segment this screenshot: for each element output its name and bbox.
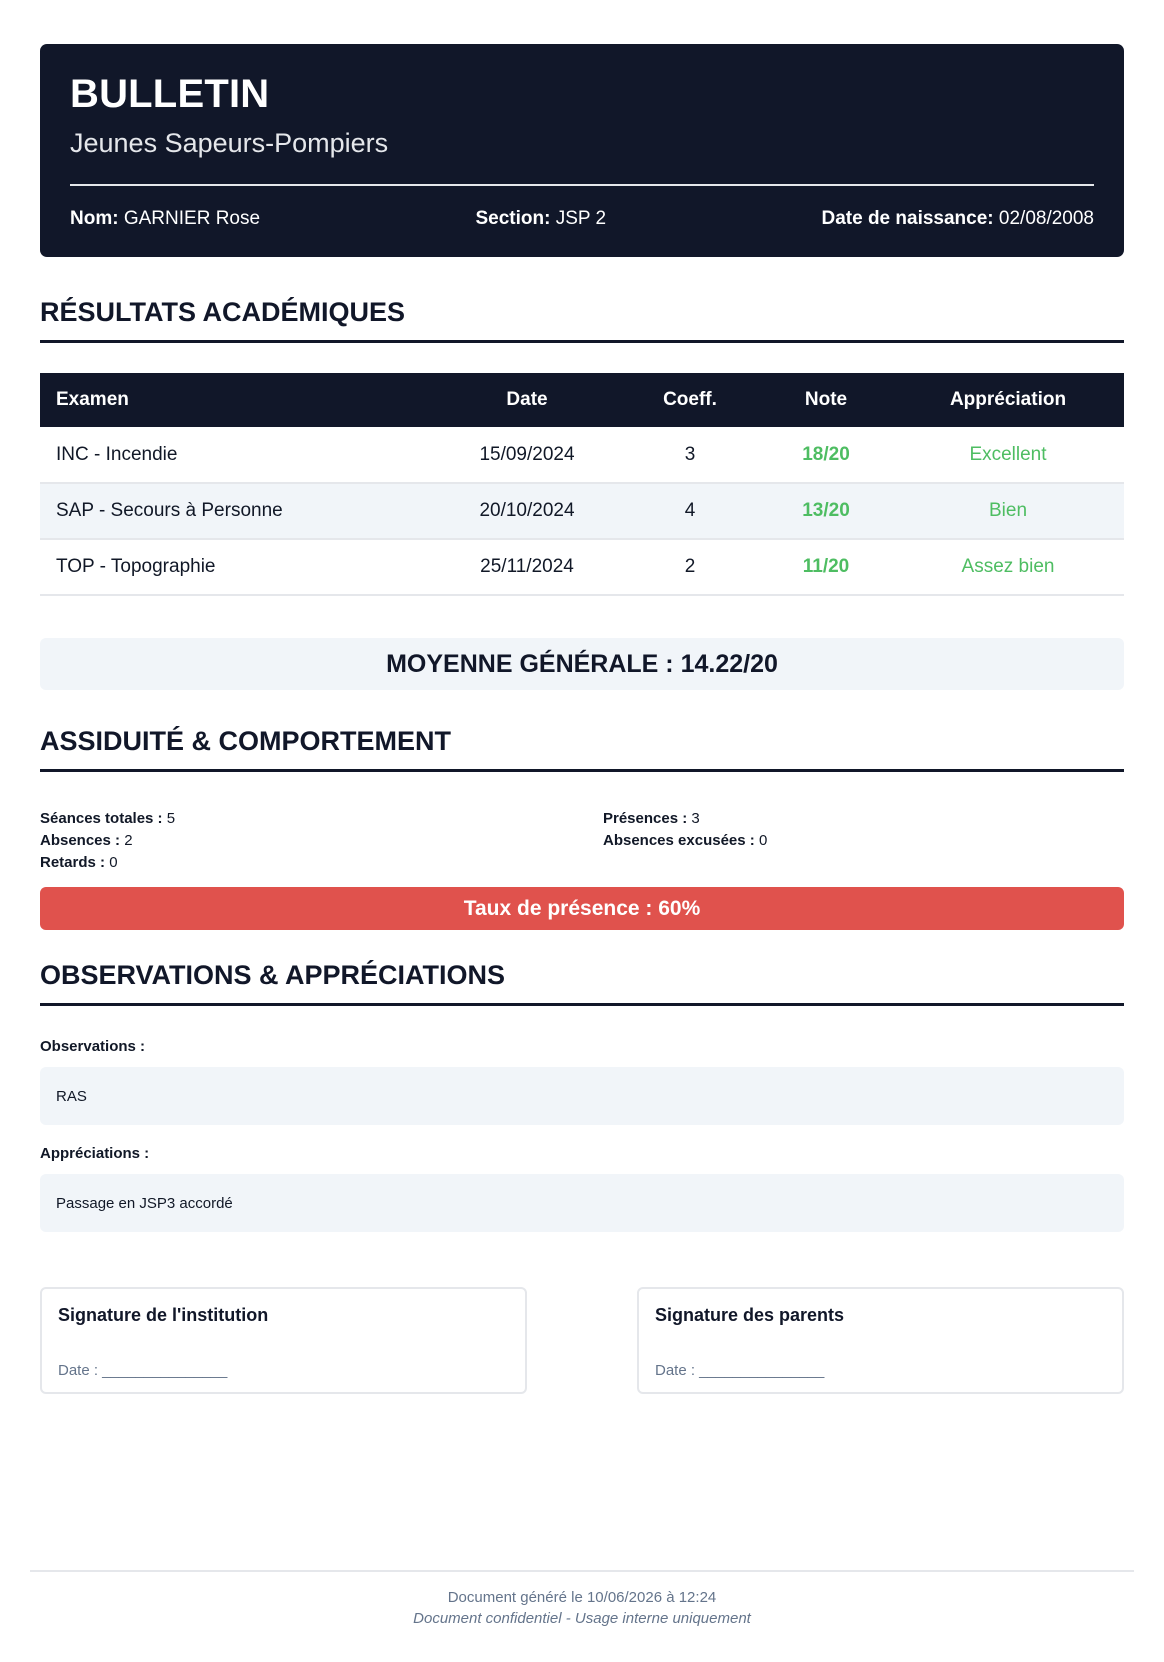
date-cell: 20/10/2024 — [434, 483, 620, 539]
signature-area — [40, 1287, 1124, 1394]
table-row — [40, 539, 1124, 595]
appreciations-label: Appréciations : — [40, 1145, 150, 1162]
appreciation-cell: Bien — [892, 483, 1124, 539]
observations-box — [40, 1067, 1124, 1125]
section-label: Section: — [475, 208, 551, 229]
institution-signature-date: Date : _______________ — [58, 1362, 228, 1379]
stat-late — [40, 854, 603, 871]
column-header-coef: Coeff. — [663, 389, 717, 410]
date-cell: 25/11/2024 — [434, 539, 620, 595]
parents-signature-date: Date : _______________ — [655, 1362, 825, 1379]
confidential-notice: Document confidentiel - Usage interne uniquement — [413, 1610, 751, 1627]
stat-presences — [603, 810, 1124, 827]
institution-signature-title: Signature de l'institution — [58, 1305, 269, 1325]
birthdate-label: Date de naissance: — [821, 208, 994, 229]
coef-cell: 2 — [620, 539, 760, 595]
stat-value: 5 — [166, 810, 176, 827]
stat-label: Retards : — [40, 854, 106, 871]
student-name — [70, 208, 260, 230]
stat-value: 0 — [109, 854, 118, 871]
stat-label: Présences : — [603, 810, 688, 827]
attendance-stats — [40, 810, 1124, 871]
stat-absences — [40, 832, 603, 849]
table-row — [40, 483, 1124, 539]
stat-label: Séances totales : — [40, 810, 163, 827]
note-cell: 18/20 — [760, 427, 892, 483]
document-subtitle: Jeunes Sapeurs-Pompiers — [70, 128, 389, 158]
observations-label: Observations : — [40, 1038, 146, 1055]
appreciation-cell: Assez bien — [892, 539, 1124, 595]
page-footer — [30, 1570, 1134, 1627]
results-table — [40, 373, 1124, 596]
column-header-exam: Examen — [56, 389, 129, 410]
header-banner — [40, 44, 1124, 257]
academic-section-title: RÉSULTATS ACADÉMIQUES — [40, 297, 1124, 343]
exam-cell: SAP - Secours à Personne — [40, 483, 434, 539]
appreciation-cell: Excellent — [892, 427, 1124, 483]
appreciations-box — [40, 1174, 1124, 1232]
student-section — [475, 208, 606, 230]
exam-cell: INC - Incendie — [40, 427, 434, 483]
stat-excused-absences — [603, 832, 1124, 849]
section-value: JSP 2 — [555, 208, 607, 229]
document-title: BULLETIN — [70, 72, 270, 116]
column-header-appreciation: Appréciation — [949, 389, 1067, 410]
student-birthdate — [821, 208, 1094, 230]
appreciations-text: Passage en JSP3 accordé — [56, 1194, 233, 1212]
name-label: Nom: — [70, 208, 119, 229]
report-card — [40, 44, 1124, 1394]
column-header-date: Date — [506, 389, 548, 410]
note-cell: 11/20 — [760, 539, 892, 595]
table-row — [40, 427, 1124, 483]
name-value: GARNIER Rose — [123, 208, 261, 229]
generated-timestamp: Document généré le 10/06/2026 à 12:24 — [447, 1589, 717, 1606]
parents-signature-title: Signature des parents — [655, 1305, 845, 1325]
student-info — [70, 208, 1094, 230]
institution-signature-box — [40, 1287, 527, 1394]
coef-cell: 4 — [620, 483, 760, 539]
date-cell: 15/09/2024 — [434, 427, 620, 483]
coef-cell: 3 — [620, 427, 760, 483]
stat-label: Absences : — [40, 832, 121, 849]
header-divider — [70, 184, 1094, 186]
stat-sessions — [40, 810, 603, 827]
stat-label: Absences excusées : — [603, 832, 755, 849]
observations-text: RAS — [56, 1087, 87, 1105]
stat-value: 0 — [758, 832, 768, 849]
attendance-section-title: ASSIDUITÉ & COMPORTEMENT — [40, 726, 1124, 772]
stat-value: 2 — [124, 832, 133, 849]
exam-cell: TOP - Topographie — [40, 539, 434, 595]
table-header-row — [40, 373, 1124, 427]
parents-signature-box — [637, 1287, 1124, 1394]
general-average: MOYENNE GÉNÉRALE : 14.22/20 — [40, 638, 1124, 690]
column-header-note: Note — [804, 389, 848, 410]
stat-value: 3 — [691, 810, 700, 827]
birthdate-value: 02/08/2008 — [998, 208, 1094, 229]
observations-section-title: OBSERVATIONS & APPRÉCIATIONS — [40, 960, 1124, 1006]
attendance-rate-banner: Taux de présence : 60% — [40, 887, 1124, 930]
note-cell: 13/20 — [760, 483, 892, 539]
